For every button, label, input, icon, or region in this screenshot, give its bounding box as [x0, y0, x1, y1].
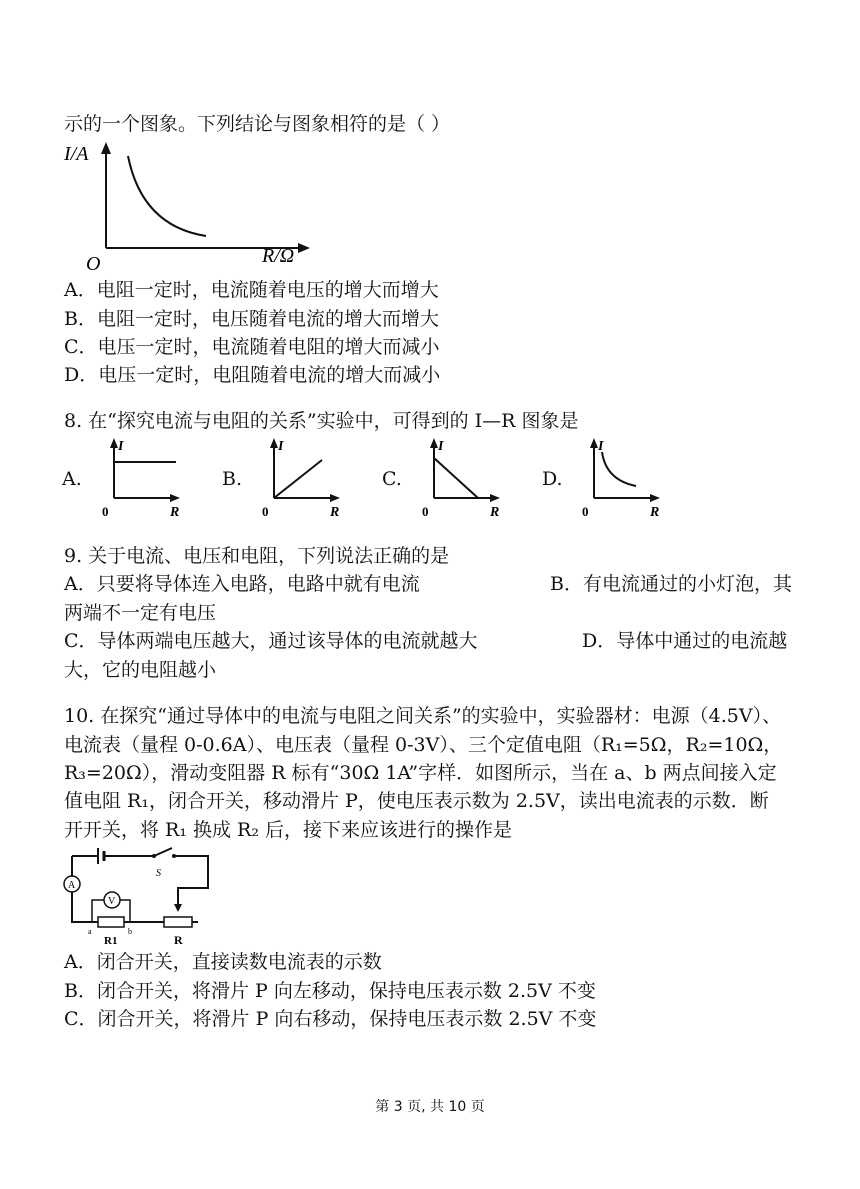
q10-circuit — [58, 840, 218, 950]
q7-origin: O — [86, 253, 101, 275]
q9-option-b: B．有电流通过的小灯泡，其 — [550, 573, 792, 595]
q9-option-c: C．导体两端电压越大，通过该导体的电流就越大 — [64, 630, 478, 652]
svg-text:a: a — [88, 927, 92, 936]
q7-option-c: C．电压一定时，电流随着电阻的增大而减小 — [64, 336, 440, 358]
page-footer: 第 3 页, 共 10 页 — [375, 1099, 485, 1115]
q10-stem-line-5: 开开关，将 R₁ 换成 R₂ 后，接下来应该进行的操作是 — [64, 819, 513, 841]
q7-graph — [60, 138, 320, 278]
q8-label-a: A. — [62, 468, 82, 490]
q7-stem: 示的一个图象。下列结论与图象相符的是（ ） — [64, 113, 451, 135]
q10-stem-line-4: 值电阻 R₁，闭合开关，移动滑片 P，使电压表示数为 2.5V，读出电流表的示数．断 — [64, 790, 769, 812]
q8-stem: 8. 在“探究电流与电阻的关系”实验中，可得到的 I—R 图象是 — [64, 410, 579, 432]
q8-label-c: C. — [382, 468, 402, 490]
svg-text:R: R — [330, 505, 340, 520]
svg-text:I: I — [118, 439, 124, 454]
q9-option-a: A．只要将导体连入电路，电路中就有电流 — [64, 573, 420, 595]
q8-graph-d — [578, 436, 668, 520]
svg-text:I: I — [438, 439, 444, 454]
svg-text:0: 0 — [102, 504, 109, 519]
svg-text:R: R — [170, 505, 180, 520]
q7-x-label: R/Ω — [262, 245, 295, 267]
svg-text:b: b — [128, 927, 132, 936]
q10-option-b: B．闭合开关，将滑片 P 向左移动，保持电压表示数 2.5V 不变 — [64, 980, 596, 1002]
q9-stem: 9. 关于电流、电压和电阻，下列说法正确的是 — [64, 545, 450, 567]
q9-option-b-cont: 两端不一定有电压 — [64, 602, 217, 624]
q7-option-a: A．电阻一定时，电流随着电压的增大而增大 — [64, 279, 439, 301]
svg-text:0: 0 — [262, 504, 269, 519]
svg-text:R1: R1 — [104, 935, 118, 947]
svg-text:S: S — [156, 868, 161, 879]
svg-text:I: I — [278, 439, 284, 454]
q7-option-b: B．电阻一定时，电压随着电流的增大而增大 — [64, 308, 439, 330]
q10-stem-line-3: R₃=20Ω），滑动变阻器 R 标有“30Ω 1A”字样．如图所示，当在 a、b 两点间接入定 — [64, 762, 777, 784]
q8-label-d: D. — [542, 468, 563, 490]
q8-label-b: B. — [222, 468, 243, 490]
q10-stem-line-1: 10. 在探究“通过导体中的电流与电阻之间关系”的实验中，实验器材：电源（4.5V）、 — [64, 705, 782, 727]
q9-option-d: D．导体中通过的电流越 — [582, 630, 788, 652]
svg-text:V: V — [108, 896, 116, 907]
svg-text:R: R — [650, 505, 660, 520]
q10-stem-line-2: 电流表（量程 0-0.6A）、电压表（量程 0-3V）、三个定值电阻（R₁=5Ω，R₂=10Ω， — [64, 734, 783, 756]
q10-option-c: C．闭合开关，将滑片 P 向右移动，保持电压表示数 2.5V 不变 — [64, 1008, 597, 1030]
svg-text:I: I — [598, 439, 604, 454]
q7-y-label: I/A — [64, 143, 89, 165]
q7-option-d: D．电压一定时，电阻随着电流的增大而减小 — [64, 364, 441, 386]
q8-graph-b — [258, 436, 348, 520]
svg-text:R: R — [490, 505, 500, 520]
svg-text:0: 0 — [582, 504, 589, 519]
svg-text:A: A — [68, 880, 76, 891]
q9-option-d-cont: 大，它的电阻越小 — [64, 659, 217, 681]
q8-graph-a — [98, 436, 188, 520]
q10-option-a: A．闭合开关，直接读数电流表的示数 — [64, 951, 382, 973]
q8-graph-c — [418, 436, 508, 520]
svg-text:R: R — [174, 933, 183, 947]
svg-text:0: 0 — [422, 504, 429, 519]
